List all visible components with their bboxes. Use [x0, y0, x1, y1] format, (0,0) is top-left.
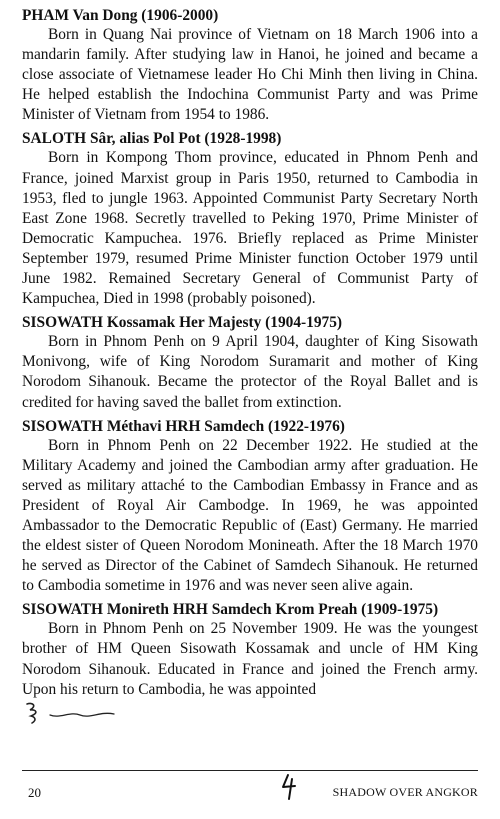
running-title: SHADOW OVER ANGKOR — [332, 785, 478, 799]
entry-sisowath-kossamak — [22, 313, 478, 412]
entry-text: Born in Phnom Penh on 22 December 1922. He studied at the Military Academy and joined the Cambodian army after graduation. He served as military attaché to the Cambodian Embassy in France and as President of Royal Air Cambodge. In 1969, he was appointed Ambassador to the Democratic Republic of (East) Germany. He married the eldest sister of Queen Norodom Monineath. After the 18 March 1970 he served as Director of the Cabinet of Samdech Sihanouk. He returned to Cambodia sometime in 1976 and was never seen alive again. — [22, 436, 478, 595]
page-number: 20 — [28, 785, 41, 800]
entry-text: Born in Phnom Penh on 9 April 1904, daughter of King Sisowath Monivong, wife of King Norodom Suramarit and mother of King Norodom Sihanouk. Became the protector of the Royal Ballet and is credited for having saved the ballet from extinction. — [22, 333, 478, 411]
entry-text: Born in Phnom Penh on 25 November 1909. He was the youngest brother of HM Queen Sisowath Kossamak and uncle of HM King Norodom Sihanouk. Educated in France and joined the French army. Upon his return to Cambodia, he was appointed — [22, 620, 478, 698]
entry-heading: SISOWATH Monireth HRH Samdech Krom Preah (1909-1975) — [22, 601, 439, 619]
entry-saloth-sar — [22, 129, 478, 309]
handwritten-footer-mark — [280, 773, 298, 801]
entry-heading: PHAM Van Dong (1906-2000) — [22, 7, 219, 24]
entry-heading: SALOTH Sâr, alias Pol Pot (1928-1998) — [22, 130, 282, 148]
page-footer — [22, 770, 478, 811]
entry-text: Born in Kompong Thom province, educated in Phnom Penh and France, joined Marxist group in Paris 1950, returned to Cambodia in 1953, fled to jungle 1963. Appointed Communist Party Secretary North East Zone 1968. Secretly travelled to Peking 1970, Prime Minister of Democratic Kampuchea. 1976. Briefly replaced as Prime Minister September 1979, resumed Prime Minister function October 1979 until June 1982. Remained Secretary General of Communist Party of Kampuchea, Died in 1998 (probably poisoned). — [22, 149, 478, 308]
entry-heading: SISOWATH Kossamak Her Majesty (1904-1975) — [22, 314, 343, 332]
entry-heading: SISOWATH Méthavi HRH Samdech (1922-1976) — [22, 417, 345, 435]
page-body — [22, 6, 478, 704]
entry-sisowath-monireth — [22, 600, 478, 699]
entry-sisowath-methavi — [22, 417, 478, 597]
handwritten-margin-mark — [24, 700, 44, 726]
entry-pham-van-dong — [22, 6, 478, 125]
handwritten-underline-mark — [48, 710, 118, 720]
entry-text: Born in Quang Nai province of Vietnam on 18 March 1906 into a mandarin family. After studying law in Hanoi, he joined and became a close associate of Vietnamese leader Ho Chi Minh then living in China. He helped establish the Indochina Communist Party and was Prime Minister of Vietnam from 1954 to 1986. — [22, 26, 478, 124]
